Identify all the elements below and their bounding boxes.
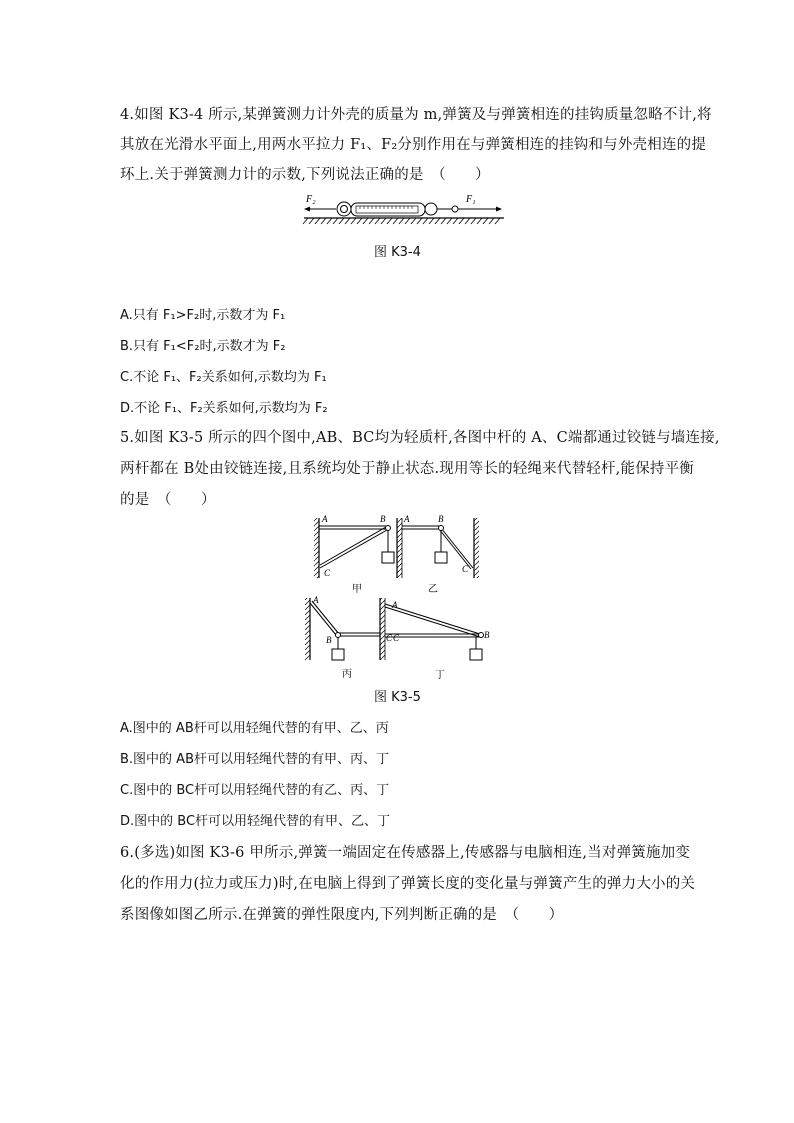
q5-option-c: C.图中的 BC杆可以用轻绳代替的有乙、丙、丁 — [120, 783, 390, 798]
svg-text:A: A — [313, 595, 319, 605]
force-label-f2: F₂ — [306, 194, 316, 205]
force-label-f1: F₁ — [466, 194, 476, 205]
q4-stem-line-2: 其放在光滑水平面上,用两水平拉力 F₁、F₂分别作用在与弹簧相连的挂钩和与外壳相连的提 — [120, 137, 707, 153]
panel-jia — [314, 514, 394, 578]
panel-ding — [385, 600, 490, 660]
q4-option-c: C.不论 F₁、F₂关系如何,示数均为 F₁ — [120, 370, 327, 385]
q4-option-b: B.只有 F₁<F₂时,示数才为 F₂ — [120, 339, 286, 354]
q6-stem-line-2: 化的作用力(拉力或压力)时,在电脑上得到了弹簧长度的变化量与弹簧产生的弹力大小的关 — [120, 876, 696, 892]
panel-label-yi: 乙 — [428, 584, 438, 595]
svg-text:B: B — [380, 514, 386, 524]
q5-option-d: D.图中的 BC杆可以用轻绳代替的有甲、乙、丁 — [120, 814, 391, 829]
caption-k3-4: 图 K3-4 — [374, 245, 421, 260]
q5-option-a: A.图中的 AB杆可以用轻绳代替的有甲、乙、丙 — [120, 721, 389, 736]
q6-stem-line-3: 系图像如图乙所示.在弹簧的弹性限度内,下列判断正确的是 （ ） — [120, 907, 564, 923]
q4-stem-line-1: 4.如图 K3-4 所示,某弹簧测力计外壳的质量为 m,弹簧及与弹簧相连的挂钩质量忽略不计,将 — [120, 107, 712, 123]
svg-text:B: B — [438, 514, 444, 524]
svg-text:A: A — [392, 600, 398, 610]
svg-text:C: C — [386, 633, 393, 643]
svg-text:B: B — [326, 635, 332, 645]
svg-text:A: A — [322, 514, 328, 524]
svg-text:B: B — [484, 630, 490, 640]
panel-label-bing: 丙 — [342, 669, 352, 680]
q5-stem-line-3: 的是 （ ） — [120, 492, 216, 508]
svg-text:C: C — [462, 564, 469, 574]
q5-stem-line-1: 5.如图 K3-5 所示的四个图中,AB、BC均为轻质杆,各图中杆的 A、C端都通过铰链与墙连接, — [120, 430, 720, 446]
q6-stem-line-1: 6.(多选)如图 K3-6 甲所示,弹簧一端固定在传感器上,传感器与电脑相连,当对弹簧施加变 — [120, 845, 691, 861]
panel-label-ding: 丁 — [435, 670, 445, 681]
svg-text:C: C — [324, 568, 331, 578]
figure-k3-5 — [300, 510, 500, 685]
q4-option-a: A.只有 F₁>F₂时,示数才为 F₁ — [120, 308, 286, 323]
panel-bing — [305, 595, 393, 660]
svg-text:C: C — [393, 633, 400, 643]
svg-text:A: A — [404, 514, 410, 524]
q5-stem-line-2: 两杆都在 B处由铰链连接,且系统均处于静止状态.现用等长的轻绳来代替轻杆,能保持平衡 — [120, 461, 694, 477]
figure-k3-4 — [300, 192, 510, 232]
q4-stem-line-3: 环上.关于弹簧测力计的示数,下列说法正确的是 （ ） — [120, 167, 490, 183]
q5-option-b: B.图中的 AB杆可以用轻绳代替的有甲、丙、丁 — [120, 752, 389, 767]
panel-label-jia: 甲 — [352, 584, 362, 595]
caption-k3-5: 图 K3-5 — [374, 690, 421, 705]
panel-yi — [402, 514, 479, 578]
q4-option-d: D.不论 F₁、F₂关系如何,示数均为 F₂ — [120, 401, 328, 416]
